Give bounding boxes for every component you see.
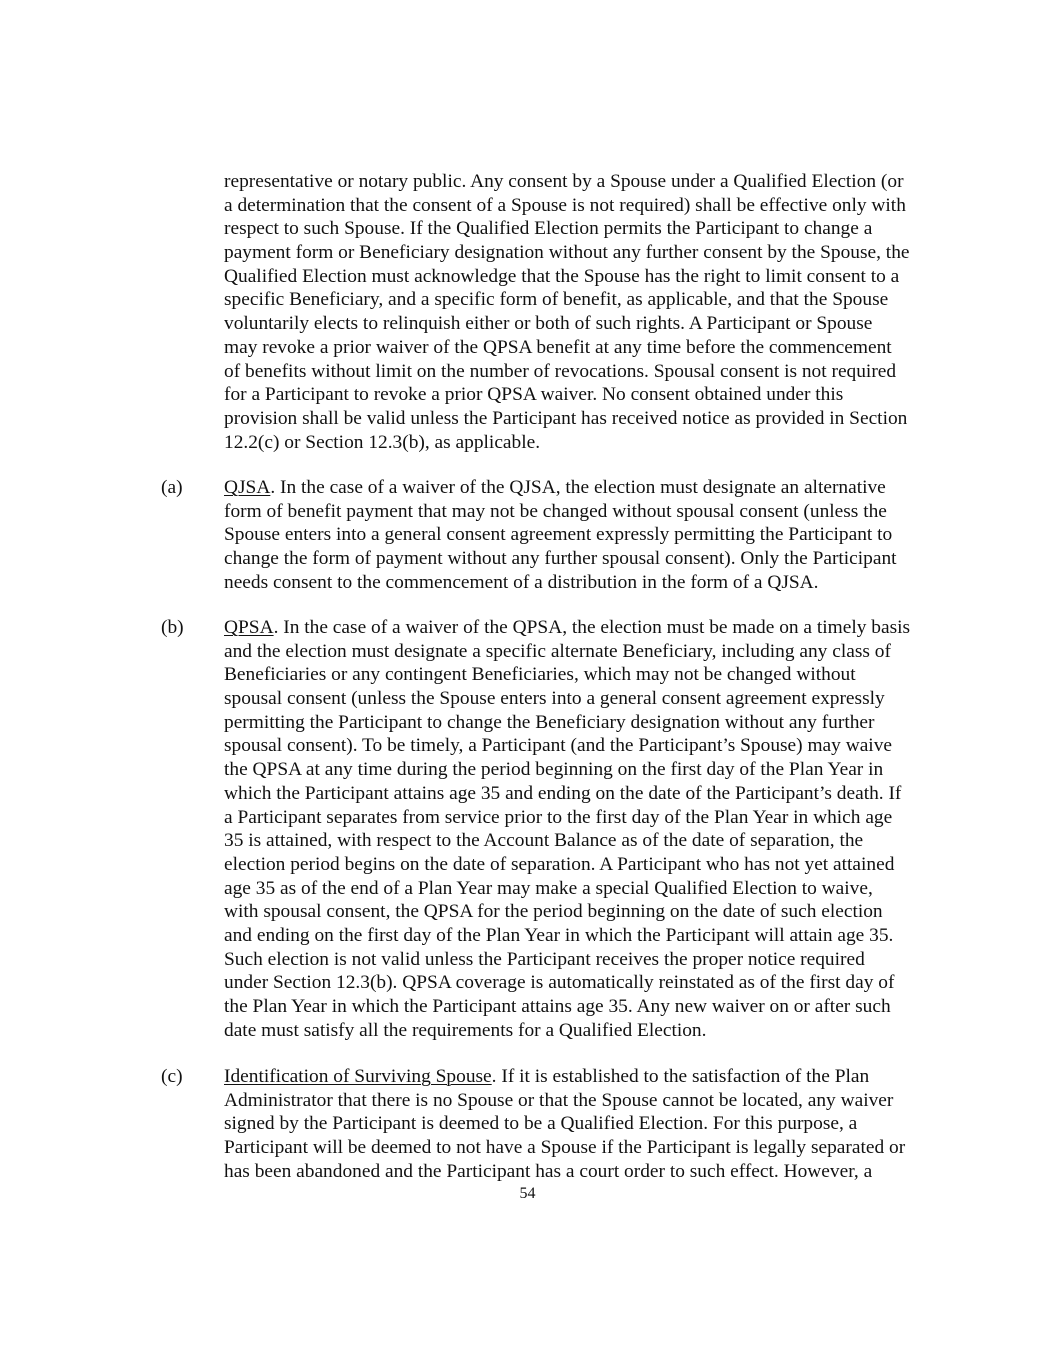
text-line [224,476,964,500]
section-c-first-line: . If it is established to the satisfaction of the Plan [491,1066,870,1087]
text-line: form of benefit payment that may not be changed without spousal consent (unless the [224,500,887,522]
section-a-paragraph [224,476,964,594]
text-line: a determination that the consent of a Spouse is not required) shall be effective only with [224,194,906,216]
section-a-label: (a) [161,477,183,498]
text-line: election period begins on the date of separation. A Participant who has not yet attained [224,853,895,875]
text-line: representative or notary public. Any consent by a Spouse under a Qualified Election (or [224,171,904,192]
text-line: which the Participant attains age 35 and ending on the date of the Participant’s death. If [224,782,902,804]
section-c-heading: Identification of Surviving Spouse [224,1066,492,1087]
text-line: Participant will be deemed to not have a Spouse if the Participant is legally separated or [224,1137,906,1159]
section-b-label: (b) [161,617,184,638]
page-number: 54 [519,1185,536,1202]
text-line: respect to such Spouse. If the Qualified Election permits the Participant to change a [224,218,873,240]
text-line: Such election is not valid unless the Participant receives the proper notice required [224,948,865,970]
text-line: provision shall be valid unless the Participant has received notice as provided in Section [224,407,908,429]
section-c-label: (c) [161,1066,183,1087]
text-line: change the form of payment without any further spousal consent). Only the Participant [224,548,897,570]
section-b-heading: QPSA [224,617,274,638]
text-line: Administrator that there is no Spouse or that the Spouse cannot be located, any waiver [224,1089,894,1111]
text-line: needs consent to the commencement of a distribution in the form of a QJSA. [224,571,819,593]
text-line: specific Beneficiary, and a specific form of benefit, as applicable, and that the Spouse [224,289,889,311]
section-c-paragraph [224,1065,964,1183]
text-line: signed by the Participant is deemed to be a Qualified Election. For this purpose, a [224,1113,858,1135]
text-line: spousal consent (unless the Spouse enters into a general consent agreement expressly [224,688,885,710]
section-a-heading: QJSA [224,477,271,498]
text-line: permitting the Participant to change the Beneficiary designation without any further [224,711,875,733]
text-line: voluntarily elects to relinquish either or both of such rights. A Participant or Spouse [224,313,873,335]
text-line: spousal consent). To be timely, a Participant (and the Participant’s Spouse) may waive [224,735,892,757]
text-line [224,1065,964,1089]
text-line: age 35 as of the end of a Plan Year may make a special Qualified Election to waive, [224,877,873,899]
text-line: of benefits without limit on the number of revocations. Spousal consent is not required [224,360,897,382]
section-b-paragraph [224,616,964,1042]
text-line: the Plan Year in which the Participant attains age 35. Any new waiver on or after such [224,996,891,1017]
text-line: payment form or Beneficiary designation without any further consent by the Spouse, the [224,242,910,264]
intro-paragraph [224,170,964,454]
text-line: a Participant separates from service prior to the first day of the Plan Year in which age [224,806,893,828]
text-line: Spouse enters into a general consent agreement expressly permitting the Participant to [224,524,893,546]
text-line: Beneficiaries or any contingent Beneficiaries, which may not be changed without [224,664,856,686]
text-line: under Section 12.3(b). QPSA coverage is automatically reinstated as of the first day of [224,972,895,994]
text-line: date must satisfy all the requirements for a Qualified Election. [224,1019,707,1041]
text-line: Qualified Election must acknowledge that the Spouse has the right to limit consent to a [224,265,900,287]
text-line: and ending on the first day of the Plan Year in which the Participant will attain age 35. [224,924,894,946]
text-line: 35 is attained, with respect to the Account Balance as of the date of separation, the [224,830,864,852]
text-line: has been abandoned and the Participant has a court order to such effect. However, a [224,1160,873,1182]
section-b-first-line: . In the case of a waiver of the QPSA, the election must be made on a timely basis [273,617,911,638]
text-line [224,616,964,640]
text-line: 12.2(c) or Section 12.3(b), as applicable. [224,431,541,453]
text-line: for a Participant to revoke a prior QPSA waiver. No consent obtained under this [224,384,844,406]
text-line: with spousal consent, the QPSA for the period beginning on the date of such election [224,901,883,923]
section-a-first-line: . In the case of a waiver of the QJSA, the election must designate an alternative [270,477,886,498]
text-line: and the election must designate a specific alternate Beneficiary, including any class of [224,640,891,662]
text-line: the QPSA at any time during the period beginning on the first day of the Plan Year in [224,759,884,781]
text-line: may revoke a prior waiver of the QPSA benefit at any time before the commencement [224,336,892,358]
